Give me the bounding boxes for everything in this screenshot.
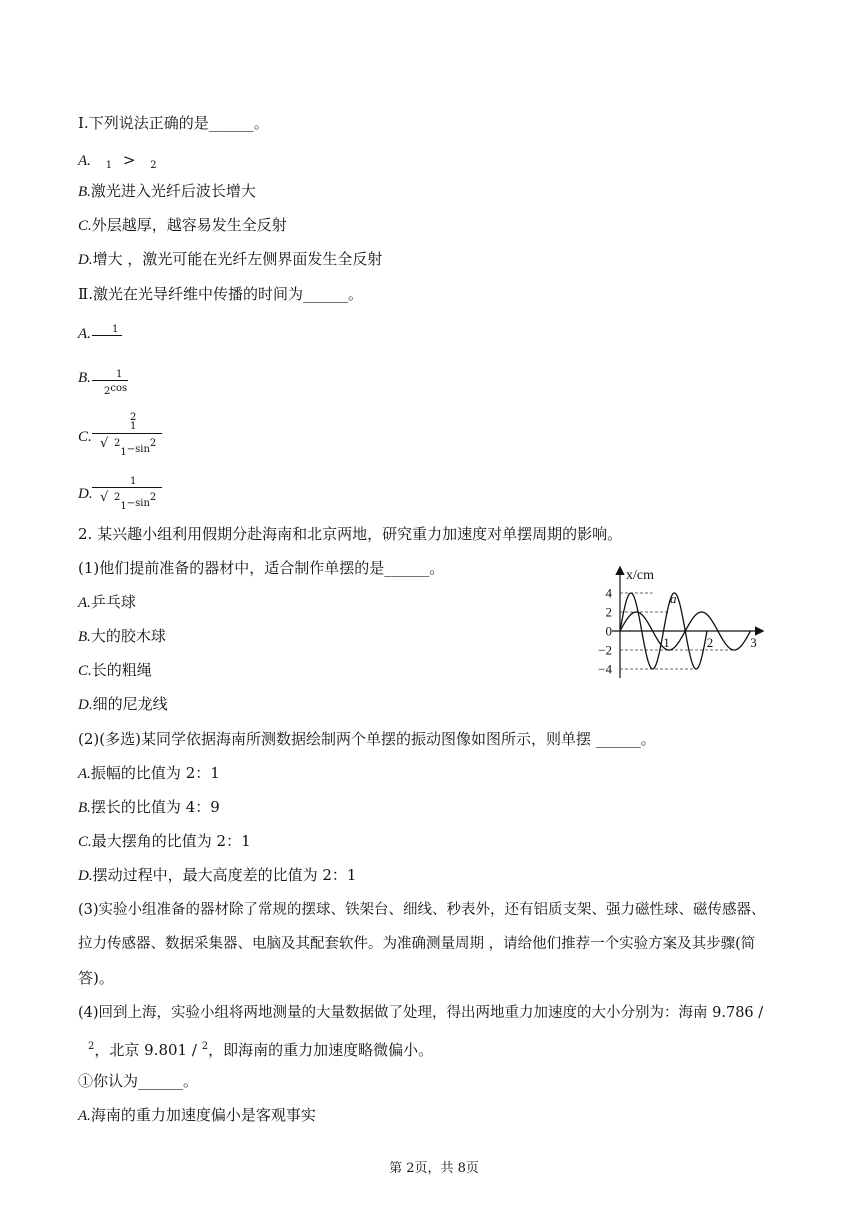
option-a-right: 2 — [150, 160, 157, 171]
sqrt-icon: √ — [100, 436, 109, 451]
option-a-op: > — [122, 151, 136, 169]
sqrt-icon: √ — [100, 490, 109, 505]
q2-sub2-question: (2)(多选)某同学依据海南所测数据绘制两个单摆的振动图像如图所示，则单摆 ______。 — [78, 730, 656, 748]
y-tick-label-4: −4 — [598, 661, 612, 677]
part1-option-c — [78, 215, 287, 236]
q2-intro: 2. 某兴趣小组利用假期分赴海南和北京两地，研究重力加速度对单摆周期的影响。 — [78, 525, 623, 543]
option-d-denominator: 21−sin2 — [114, 492, 157, 512]
option-d-label: D. — [78, 252, 93, 268]
q2-sub1-option-b: B.大的胶木球 — [78, 627, 166, 645]
fraction-bar — [92, 487, 162, 488]
part2-option-b — [78, 366, 148, 396]
option-c-label: C. — [78, 218, 92, 234]
q2-sub1-question: (1)他们提前准备的器材中，适合制作单摆的是______。 — [78, 559, 445, 577]
q2-sub2-option-a: A.振幅的比值为 2：1 — [78, 764, 220, 782]
y-tick-label-3: −2 — [598, 642, 612, 658]
q2-sub4-q1: ①你认为______。 — [78, 1072, 199, 1090]
part2-option-a — [78, 322, 138, 348]
option-c-denominator: 21−sin2 — [114, 438, 157, 458]
y-tick-label-2: 0 — [605, 623, 612, 639]
x-tick-label-2: 3 — [750, 635, 757, 650]
fraction-bar — [92, 433, 162, 434]
option-c-numerator: 1 — [130, 421, 137, 432]
y-tick-label-1: 2 — [605, 604, 612, 620]
part2-question: Ⅱ.激光在光导纤维中传播的时间为______。 — [78, 285, 363, 303]
option-d-label: D. — [78, 486, 93, 502]
part2-option-c — [78, 412, 178, 456]
part1-option-d — [78, 249, 382, 270]
q2-sub3-line1: (3)实验小组准备的器材除了常规的摆球、铁架台、细线、秒表外，还有铝质支架、强力磁性球、磁传感器、 — [78, 902, 766, 918]
x-tick-label-1: 2 — [706, 635, 714, 650]
part1-question: Ⅰ.下列说法正确的是______。 — [78, 114, 269, 132]
option-c-label: C. — [78, 429, 92, 445]
y-tick-label-0: 4 — [605, 585, 612, 601]
option-b-label: B. — [78, 184, 91, 200]
q2-sub4-line2: $^2$，北京 9.801 / $^2$，即海南的重力加速度略微偏小。 — [88, 1041, 434, 1059]
q2-sub1-option-d: D.细的尼龙线 — [78, 695, 168, 713]
x-tick-label-0: 1 — [663, 635, 670, 650]
part2-option-d — [78, 474, 178, 514]
q2-sub3-line3: 答)。 — [78, 969, 114, 987]
part1-option-a — [78, 150, 157, 176]
page-footer: 第 2页，共 8页 — [389, 1161, 479, 1176]
option-c-numerator-sup: 2 — [130, 412, 137, 423]
option-b-denominator: 2cos — [104, 383, 128, 397]
curve-label-a: a — [670, 591, 677, 606]
part1-option-b — [78, 181, 256, 202]
option-a-left: 1 — [105, 160, 113, 171]
fraction-bar — [92, 335, 122, 336]
q2-sub3-line2: 拉力传感器、数据采集器、电脑及其配套软件。为准确测量周期 ，请给他们推荐一个实验方案及其步骤(简 — [78, 936, 756, 952]
q2-sub2-option-d: D.摆动过程中，最大高度差的比值为 2：1 — [78, 866, 357, 884]
option-a-numerator: 1 — [112, 324, 119, 335]
fraction-bar — [92, 380, 128, 381]
q2-sub4-line1: (4)回到上海，实验小组将两地测量的大量数据做了处理，得出两地重力加速度的大小分别为：海南 9.786 / — [78, 1005, 764, 1021]
option-c-text: 外层越厚，越容易发生全反射 — [91, 216, 287, 234]
option-b-label: B. — [78, 370, 91, 386]
vibration-graph — [590, 560, 770, 685]
y-axis-label: x/cm — [626, 568, 654, 583]
option-b-numerator: 1 — [116, 369, 123, 380]
q2-sub1-option-a: A.乒乓球 — [78, 593, 136, 611]
option-a-label: A. — [78, 326, 91, 342]
q2-sub4-option-a: A.海南的重力加速度偏小是客观事实 — [78, 1106, 316, 1124]
option-d-text: 增大 ，激光可能在光纤左侧界面发生全反射 — [92, 250, 383, 268]
q2-sub1-option-c: C.长的粗绳 — [78, 661, 152, 679]
q2-sub2-option-b: B.摆长的比值为 4：9 — [78, 798, 220, 816]
option-d-numerator: 1 — [130, 476, 137, 487]
q2-sub2-option-c: C.最大摆角的比值为 2：1 — [78, 832, 251, 850]
option-a-label: A. — [78, 153, 91, 169]
option-b-text: 激光进入光纤后波长增大 — [90, 182, 256, 200]
